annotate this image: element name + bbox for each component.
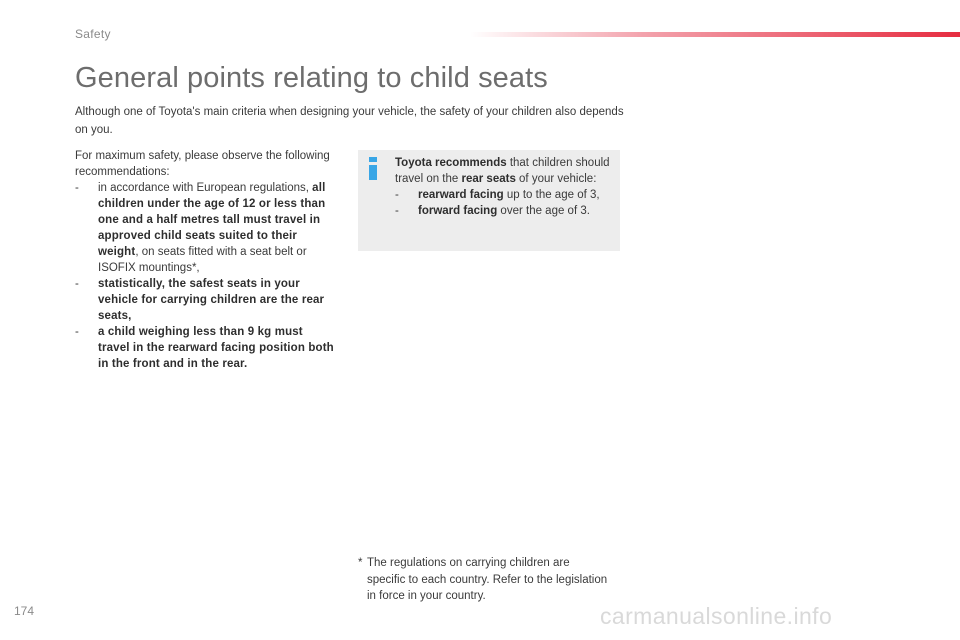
intro-paragraph: Although one of Toyota's main criteria when designing your vehicle, the safety of your children also depends on you. (75, 106, 624, 136)
info-emphasis: Toyota recommends (395, 157, 507, 169)
recommendations-column (75, 148, 337, 372)
info-emphasis: rear seats (461, 173, 516, 185)
recommendation-emphasis: statistically, the safest seats in your vehicle for carrying children are the rear seats, (98, 278, 325, 322)
info-box (358, 150, 620, 251)
info-icon (369, 157, 377, 179)
watermark: carmanualsonline.info (600, 603, 833, 629)
section-header: Safety (75, 27, 111, 41)
footnote-marker: * (358, 557, 363, 569)
bullet-dash: - (75, 326, 79, 338)
bullet-dash: - (75, 182, 79, 194)
footnote-text: The regulations on carrying children are specific to each country. Refer to the legislation in force in your country. (367, 557, 608, 602)
recommendation-text: , on seats fitted with a seat belt or ISOFIX mountings*, (98, 246, 307, 274)
page-title: General points relating to child seats (75, 62, 548, 94)
recommendation-item (75, 324, 337, 372)
bullet-dash: - (395, 189, 399, 201)
recommendations-lead: For maximum safety, please observe the following recommendations: (75, 150, 330, 178)
recommendation-emphasis: a child weighing less than 9 kg must travel in the rearward facing position both in the front and in the rear. (98, 326, 334, 370)
info-emphasis: rearward facing (418, 189, 504, 201)
info-paragraph: Toyota recommends that children should travel on the rear seats of your vehicle: (395, 157, 610, 185)
info-emphasis: forward facing (418, 205, 498, 217)
info-text (395, 155, 617, 219)
footnote (358, 555, 608, 605)
recommendation-item (75, 276, 337, 324)
recommendation-text: in accordance with European regulations, (98, 182, 313, 194)
info-list-item: - rearward facing up to the age of 3, (395, 189, 600, 201)
recommendation-emphasis: all children under the age of 12 or less than one and a half metres tall must travel in approved child seats suited to their weight (98, 182, 326, 258)
header-accent-bar (470, 32, 960, 37)
bullet-dash: - (395, 205, 399, 217)
bullet-dash: - (75, 278, 79, 290)
recommendation-item (75, 180, 337, 276)
page-number: 174 (14, 604, 35, 618)
info-list-item: - forward facing over the age of 3. (395, 205, 590, 217)
